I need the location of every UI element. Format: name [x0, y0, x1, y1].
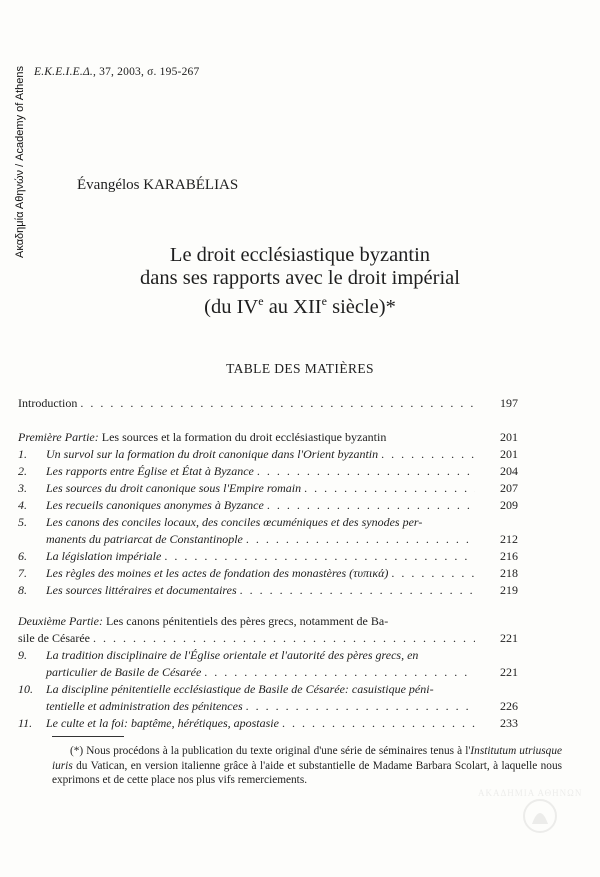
footnote-marker: (*)	[70, 745, 84, 757]
journal-name: Ε.Κ.Ε.Ι.Ε.Δ.	[34, 66, 93, 78]
toc-item-4-page: 209	[500, 498, 518, 512]
toc-item-8: Les sources littéraires et documentaires	[46, 583, 237, 597]
toc-item-1: Un survol sur la formation du droit canonique dans l'Orient byzantin	[46, 447, 379, 461]
toc-item-num: 2.	[18, 464, 27, 478]
toc-item-3: Les sources du droit canonique sous l'Empire romain	[46, 481, 302, 495]
toc-part1-page: 201	[500, 430, 518, 444]
toc-part1-label: Les sources et la formation du droit ecclésiastique byzantin	[98, 430, 387, 444]
title-l3-a: (du IV	[204, 295, 259, 318]
footnote-text-2: du Vatican, en version italienne grâce à l'aide et substantielle de Madame Barbara Scolart, à laquelle nous exprimons et de cette place nos plus vifs remerciements.	[52, 759, 562, 786]
toc-item-num: 9.	[18, 648, 27, 662]
footnote	[52, 744, 562, 788]
title-l3-b: au XII	[263, 295, 322, 318]
toc-item-num: 6.	[18, 549, 27, 563]
toc-item-6: La législation impériale	[46, 549, 162, 563]
toc-item-9: La tradition disciplinaire de l'Église orientale et l'autorité des pères grecs, en	[46, 648, 419, 662]
title-l3-sup1: e	[258, 294, 264, 308]
toc-part2-cont: sile de Césarée	[18, 631, 90, 645]
author-name: Évangélos KARABÉLIAS	[77, 177, 239, 193]
toc-item-2-page: 204	[500, 464, 518, 478]
toc-part2	[18, 614, 388, 629]
toc-item-5-page: 212	[500, 532, 518, 546]
toc-item-8-page: 219	[500, 583, 518, 597]
toc-heading: TABLE DES MATIÈRES	[226, 361, 374, 376]
toc-item-9-cont: particulier de Basile de Césarée	[46, 665, 202, 679]
side-label: Ακαδημία Αθηνών / Academy of Athens	[14, 65, 26, 258]
toc-item-6-page: 216	[500, 549, 518, 563]
academy-watermark-logo	[478, 782, 598, 837]
toc-part2-prefix: Deuxième Partie:	[18, 614, 103, 628]
footnote-rule	[52, 736, 124, 737]
toc-part1-prefix: Première Partie:	[18, 430, 99, 444]
toc-item-num: 7.	[18, 566, 27, 580]
toc-part1	[18, 430, 386, 445]
toc-item-10: La discipline pénitentielle ecclésiastique de Basile de Césarée: casuistique péni-	[46, 682, 434, 696]
toc-item-3-page: 207	[500, 481, 518, 495]
title-line-2: dans ses rapports avec le droit impérial	[140, 267, 460, 289]
toc-item-5: Les canons des conciles locaux, des conciles œcuméniques et des synodes per-	[46, 515, 423, 529]
title-l3-c: siècle)*	[326, 295, 396, 318]
toc-item-7: Les règles des moines et les actes de fondation des monastères (τυπικά)	[46, 566, 389, 580]
footnote-text-1: Nous procédons à la publication du texte original d'une série de séminaires tenus à l'	[83, 745, 471, 757]
toc-item-num: 1.	[18, 447, 27, 461]
svg-text:ΑΚΑΔΗΜΙΑ ΑΘΗΝΩΝ: ΑΚΑΔΗΜΙΑ ΑΘΗΝΩΝ	[478, 788, 583, 798]
title-line-3	[0, 290, 600, 319]
toc-item-1-page: 201	[500, 447, 518, 461]
toc-item-num: 4.	[18, 498, 27, 512]
toc-item-num: 5.	[18, 515, 27, 529]
toc-item-11: Le culte et la foi: baptême, hérétiques, apostasie	[46, 716, 279, 730]
toc-item-11-page: 233	[500, 716, 518, 730]
toc-item-2: Les rapports entre Église et État à Byzance	[46, 464, 254, 478]
journal-reference	[34, 66, 199, 78]
toc-item-5-cont: manents du patriarcat de Constantinople	[46, 532, 243, 546]
title-line-1: Le droit ecclésiastique byzantin	[169, 244, 431, 266]
toc-item-10-cont: tentielle et administration des pénitences	[46, 699, 243, 713]
toc-item-4: Les recueils canoniques anonymes à Byzance	[46, 498, 264, 512]
toc-intro-page: 197	[500, 396, 518, 410]
title-l3-sup2: e	[321, 294, 327, 308]
journal-ref: , 37, 2003, σ. 195-267	[92, 66, 200, 78]
toc-item-num: 8.	[18, 583, 27, 597]
footnote-italic: Institutum utriusque iuris	[52, 745, 562, 772]
toc-item-num: 10.	[18, 682, 33, 696]
toc-part2-label: Les canons pénitentiels des pères grecs, notamment de Ba-	[102, 614, 389, 628]
toc-part2-page: 221	[500, 631, 518, 645]
toc-item-num: 11.	[18, 716, 33, 730]
toc-item-7-page: 218	[500, 566, 518, 580]
toc-item-9-page: 221	[500, 665, 518, 679]
toc-item-num: 3.	[18, 481, 27, 495]
toc-intro: Introduction	[18, 396, 78, 410]
toc-item-10-page: 226	[500, 699, 518, 713]
